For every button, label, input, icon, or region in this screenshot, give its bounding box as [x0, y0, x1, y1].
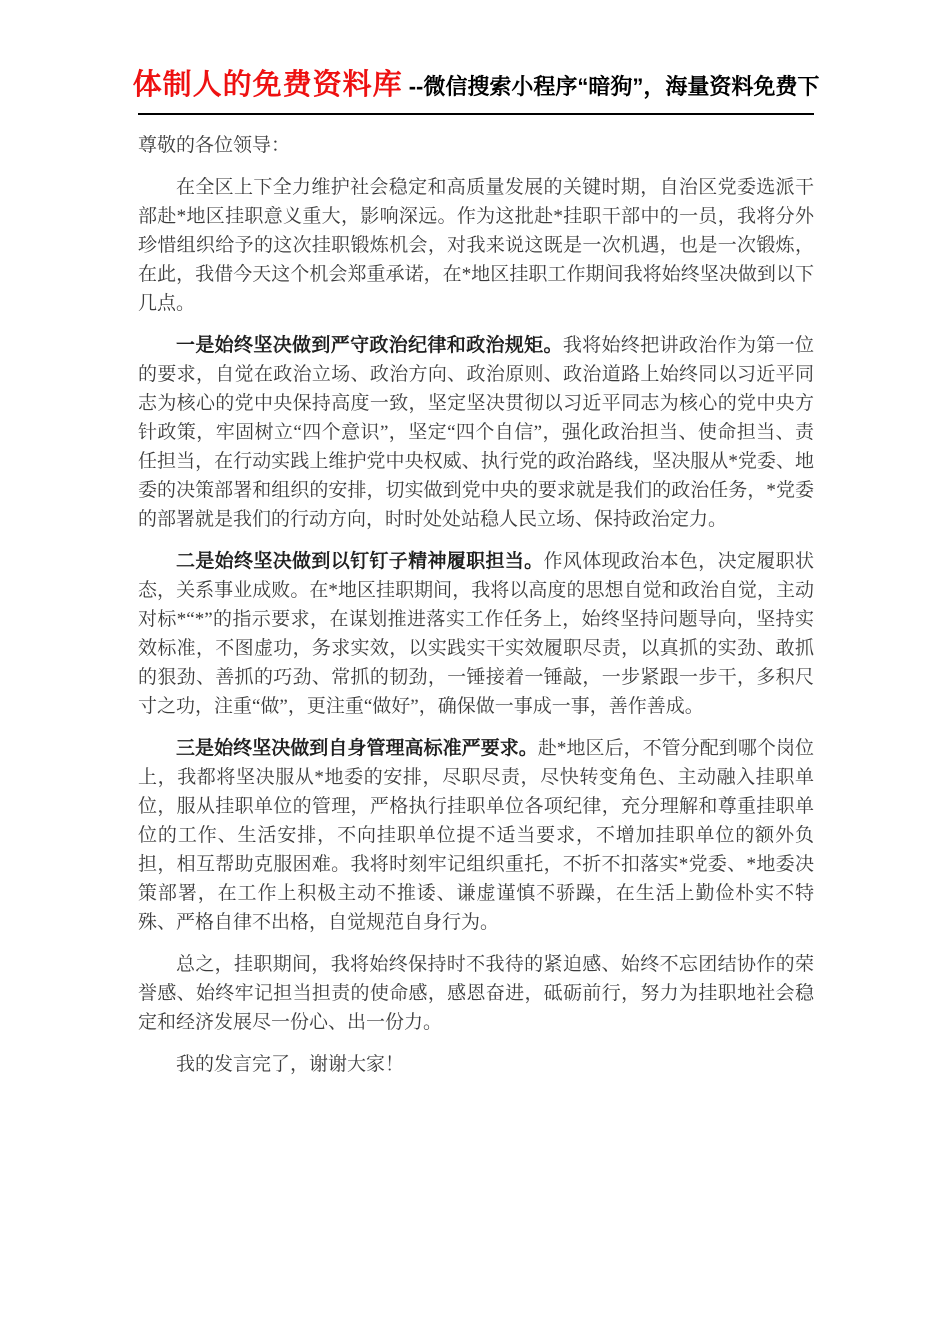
paragraph-text: 赴*地区后，不管分配到哪个岗位上，我都将坚决服从*地委的安排，尽职尽责，尽快转变角色、主动融入挂职单位，服从挂职单位的管理，严格执行挂职单位各项纪律，充分理解和尊重挂职单位的工作、生活安排，不向挂职单位提不适当要求，不增加挂职单位的额外负担，相互帮助克服困难。我将时刻牢记组织重托，不折不扣落实*党委、*地委决策部署，在工作上积极主动不推诿、谦虚谨慎不骄躁，在生活上勤俭朴实不特殊、严格自律不出格，自觉规范自身行为。: [138, 738, 814, 933]
paragraph-lead: 三是始终坚决做到自身管理高标准严要求。: [176, 738, 538, 759]
masthead-banner: [132, 62, 820, 115]
paragraph: [138, 331, 814, 534]
paragraph: [138, 734, 814, 937]
document-body: [138, 131, 814, 1079]
paragraph-text: 我将始终把讲政治作为第一位的要求，自觉在政治立场、政治方向、政治原则、政治道路上始终同以习近平同志为核心的党中央保持高度一致，坚定坚决贯彻以习近平同志为核心的党中央方针政策，牢固树立“四个意识”，坚定“四个自信”，强化政治担当、使命担当、责任担当，在行动实践上维护党中央权威、执行党的政治路线，坚决服从*党委、地委的决策部署和组织的安排，切实做到党中央的要求就是我们的政治任务，*党委的部署就是我们的行动方向，时时处处站稳人民立场、保持政治定力。: [138, 335, 814, 530]
paragraph-lead: 一是始终坚决做到严守政治纪律和政治规矩。: [176, 335, 563, 356]
brand-tagline: --微信搜索小程序“暗狗”，海量资料免费下: [408, 74, 820, 99]
paragraph-text: 我的发言完了，谢谢大家！: [176, 1054, 405, 1075]
paragraph-text: 在全区上下全力维护社会稳定和高质量发展的关键时期，自治区党委选派干部赴*地区挂职意义重大，影响深远。作为这批赴*挂职干部中的一员，我将分外珍惜组织给予的这次挂职锻炼机会，对我来说这既是一次机遇，也是一次锻炼，在此，我借今天这个机会郑重承诺，在*地区挂职工作期间我将始终坚决做到以下几点。: [138, 177, 814, 314]
paragraph-text: 作风体现政治本色，决定履职状态，关系事业成败。在*地区挂职期间，我将以高度的思想自觉和政治自觉，主动对标*“*”的指示要求，在谋划推进落实工作任务上，始终坚持问题导向，坚持实效标准，不图虚功，务求实效，以实践实干实效履职尽责，以真抓的实劲、敢抓的狠劲、善抓的巧劲、常抓的韧劲，一锤接着一锤敲，一步紧跟一步干，多积尺寸之功，注重“做”，更注重“做好”，确保做一事成一事，善作善成。: [138, 551, 814, 717]
page-content: [132, 62, 820, 1092]
salutation: 尊敬的各位领导：: [138, 135, 291, 156]
brand-title: 体制人的免费资料库: [132, 69, 403, 101]
paragraph-text: 总之，挂职期间，我将始终保持时不我待的紧迫感、始终不忘团结协作的荣誉感、始终牢记担当担责的使命感，感恩奋进，砥砺前行，努力为挂职地社会稳定和经济发展尽一份心、出一份力。: [138, 954, 814, 1033]
closing-line: [138, 1050, 814, 1079]
paragraph: [138, 950, 814, 1037]
paragraph-lead: 二是始终坚决做到以钉钉子精神履职担当。: [176, 551, 544, 572]
paragraph: [138, 173, 814, 318]
paragraph: [138, 547, 814, 721]
